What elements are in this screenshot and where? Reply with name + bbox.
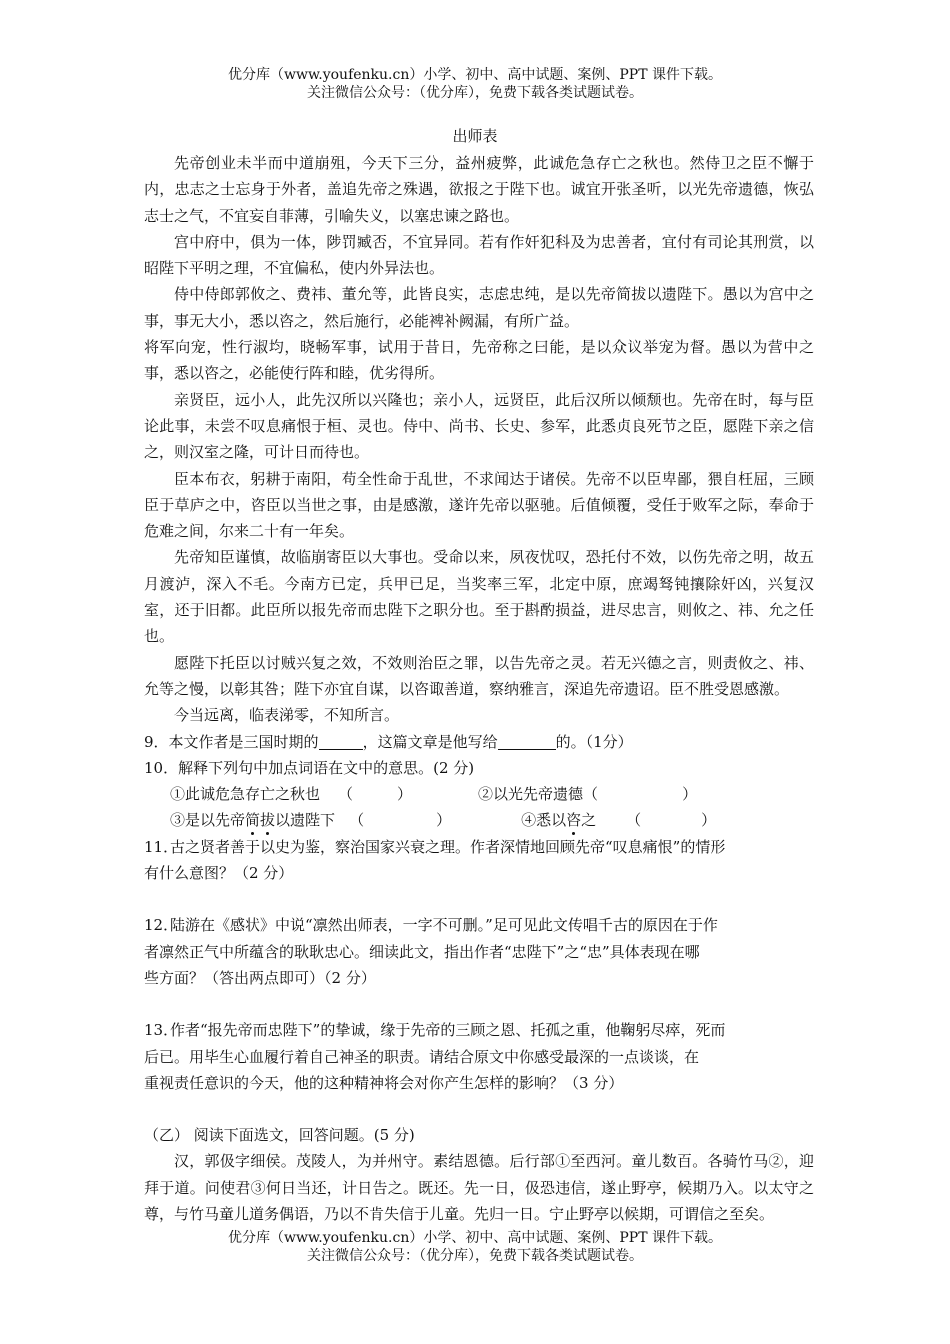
paren-open: （ (626, 811, 642, 830)
paren-close: ） (682, 785, 698, 804)
question-13 (144, 1017, 814, 1043)
question-10-item-2: ②以光先帝遗德（ (478, 785, 599, 804)
essay-paragraph-9: 今当远离，临表涕零，不知所言。 (174, 706, 400, 725)
question-10-stem: 解释下列句中加点词语在文中的意思。(2 分) (178, 758, 475, 777)
question-9-text-2: ，这篇文章是他写给 (362, 732, 498, 751)
header-line-2: 关注微信公众号：（优分库），免费下载各类试题试卷。 (307, 85, 643, 101)
question-10-item-4-end: 之 (581, 811, 597, 830)
question-13-line-2: 后已。用毕生心血履行着自己神圣的职责。请结合原文中你感受最深的一点谈谈，在 (144, 1047, 700, 1066)
essay-paragraph-3: 侍中侍郎郭攸之、费祎、董允等，此皆良实，志虑忠纯，是以先帝简拔以遗陛下。愚以为宫中之事，事无大小，悉以咨之，然后施行，必能裨补阙漏，有所广益。 (144, 285, 814, 330)
footer-line-2: 关注微信公众号：（优分库），免费下载各类试题试卷。 (307, 1248, 643, 1264)
question-10-row-1 (144, 781, 814, 807)
page-footer (0, 1229, 950, 1265)
question-10-number: 10． (144, 758, 179, 777)
question-12 (144, 912, 814, 938)
question-13-number: 13． (144, 1021, 179, 1040)
question-10-item-1: ①此诚危急存亡之秋也 (170, 785, 321, 804)
question-10-item-4-start: ④悉以 (521, 811, 567, 830)
question-13-line-1: 作者“报先帝而忠陛下”的挚诚，缘于先帝的三顾之恩、托孤之重，他鞠躬尽瘁，死而 (170, 1021, 726, 1040)
dotted-char-jian: 简 (245, 811, 261, 830)
essay-paragraph-1: 先帝创业未半而中道崩殂，今天下三分，益州疲弊，此诚危急存亡之秋也。然侍卫之臣不懈于内，忠志之士忘身于外者，盖追先帝之殊遇，欲报之于陛下也。诚宜开张圣听，以光先帝遗德，恢弘志士之气，不宜妄自菲薄，引喻失义，以塞忠谏之路也。 (144, 154, 814, 225)
essay-paragraph-8: 愿陛下托臣以讨贼兴复之效，不效则治臣之罪，以告先帝之灵。若无兴德之言，则责攸之、祎、允等之慢，以彰其咎；陛下亦宜自谋，以咨诹善道，察纳雅言，深追先帝遗诏。臣不胜受恩感激。 (144, 653, 814, 698)
answer-blank-recipient[interactable] (498, 734, 556, 750)
part-b-heading: （乙） 阅读下面选文，回答问题。(5 分) (144, 1126, 415, 1145)
paren-open: （ (349, 811, 365, 830)
paren-close: ） (701, 811, 717, 830)
paren-close: ） (397, 785, 413, 804)
dotted-char-ba: 拔 (260, 811, 276, 830)
paren-close: ） (436, 811, 452, 830)
essay-title: 出师表 (452, 127, 498, 145)
essay-paragraph-6: 臣本布衣，躬耕于南阳，苟全性命于乱世，不求闻达于诸侯。先帝不以臣卑鄙，猥自枉屈，三顾臣于草庐之中，咨臣以当世之事，由是感激，遂许先帝以驱驰。后值倾覆，受任于败军之际，奉命于危难之间，尔来二十有一年矣。 (144, 469, 814, 541)
question-10-item-3-end: 以遗陛下 (275, 811, 336, 830)
question-10-row-2 (144, 807, 814, 833)
essay-paragraph-7: 先帝知臣谨慎，故临崩寄臣以大事也。受命以来，夙夜忧叹，恐托付不效，以伤先帝之明，故五月渡泸，深入不毛。今南方已定，兵甲已足，当奖率三军，北定中原，庶竭驽钝攘除奸凶，兴复汉室，还于旧都。此臣所以报先帝而忠陛下之职分也。至于斟酌损益，进尽忠言，则攸之、祎、允之任也。 (144, 548, 814, 646)
answer-blank-era[interactable] (319, 734, 363, 750)
question-9-text-1: 本文作者是三国时期的 (168, 732, 319, 751)
header-line-1: 优分库（www.youfenku.cn）小学、初中、高中试题、案例、PPT 课件下载。 (227, 67, 722, 83)
question-13-line-3: 重视责任意识的今天，他的这种精神将会对你产生怎样的影响？（3 分） (144, 1073, 624, 1092)
footer-line-1: 优分库（www.youfenku.cn）小学、初中、高中试题、案例、PPT 课件下载。 (227, 1230, 722, 1246)
essay-paragraph-4: 将军向宠，性行淑均，晓畅军事，试用于昔日，先帝称之曰能，是以众议举宠为督。愚以为营中之事，悉以咨之，必能使行阵和睦，优劣得所。 (144, 338, 814, 383)
question-12-line-3: 些方面？（答出两点即可）（2 分） (144, 968, 376, 987)
question-11-line-1: 古之贤者善于以史为鉴，察治国家兴衰之理。作者深情地回顾先帝“叹息痛恨”的情形 (170, 837, 726, 856)
paren-open: （ (338, 785, 354, 804)
dotted-char-zi: 咨 (566, 811, 582, 830)
essay-paragraph-5: 亲贤臣，远小人，此先汉所以兴隆也；亲小人，远贤臣，此后汉所以倾颓也。先帝在时，每与臣论此事，未尝不叹息痛恨于桓、灵也。侍中、尚书、长史、参军，此悉贞良死节之臣，愿陛下亲之信之，则汉室之隆，可计日而待也。 (144, 390, 814, 462)
question-12-number: 12． (144, 916, 179, 935)
question-10-item-3-start: ③是以先帝 (170, 811, 246, 830)
question-9-number: 9． (144, 732, 169, 751)
question-12-line-1: 陆游在《感状》中说“凛然出师表，一字不可删。”足可见此文传唱千古的原因在于作 (170, 916, 718, 935)
question-9 (144, 729, 814, 755)
question-10 (144, 755, 814, 781)
page-header (0, 66, 950, 102)
part-b-passage: 汉，郭伋字细侯。茂陵人，为并州守。素结恩德。后行部①至西河。童儿数百。各骑竹马②，迎拜于道。问使君③何日当还，计日告之。既还。先一日，伋恐违信，遂止野亭，候期乃入。以太守之尊，与竹马童儿道务偶语，乃以不肯失信于儿童。先归一日。宁止野亭以候期，可谓信之至矣。 (144, 1152, 814, 1223)
question-12-line-2: 者凛然正气中所蕴含的耿耿忠心。细读此文，指出作者“忠陛下”之“忠”具体表现在哪 (144, 942, 700, 961)
question-11 (144, 834, 814, 860)
question-11-number: 11． (144, 837, 179, 856)
essay-paragraph-2: 宫中府中，俱为一体，陟罚臧否，不宜异同。若有作奸犯科及为忠善者，宜付有司论其刑赏，以昭陛下平明之理，不宜偏私，使内外异法也。 (144, 232, 814, 278)
document-body (144, 150, 814, 1227)
question-9-text-3: 的。（1分） (555, 732, 633, 751)
question-11-line-2: 有什么意图？（2 分） (144, 864, 294, 883)
